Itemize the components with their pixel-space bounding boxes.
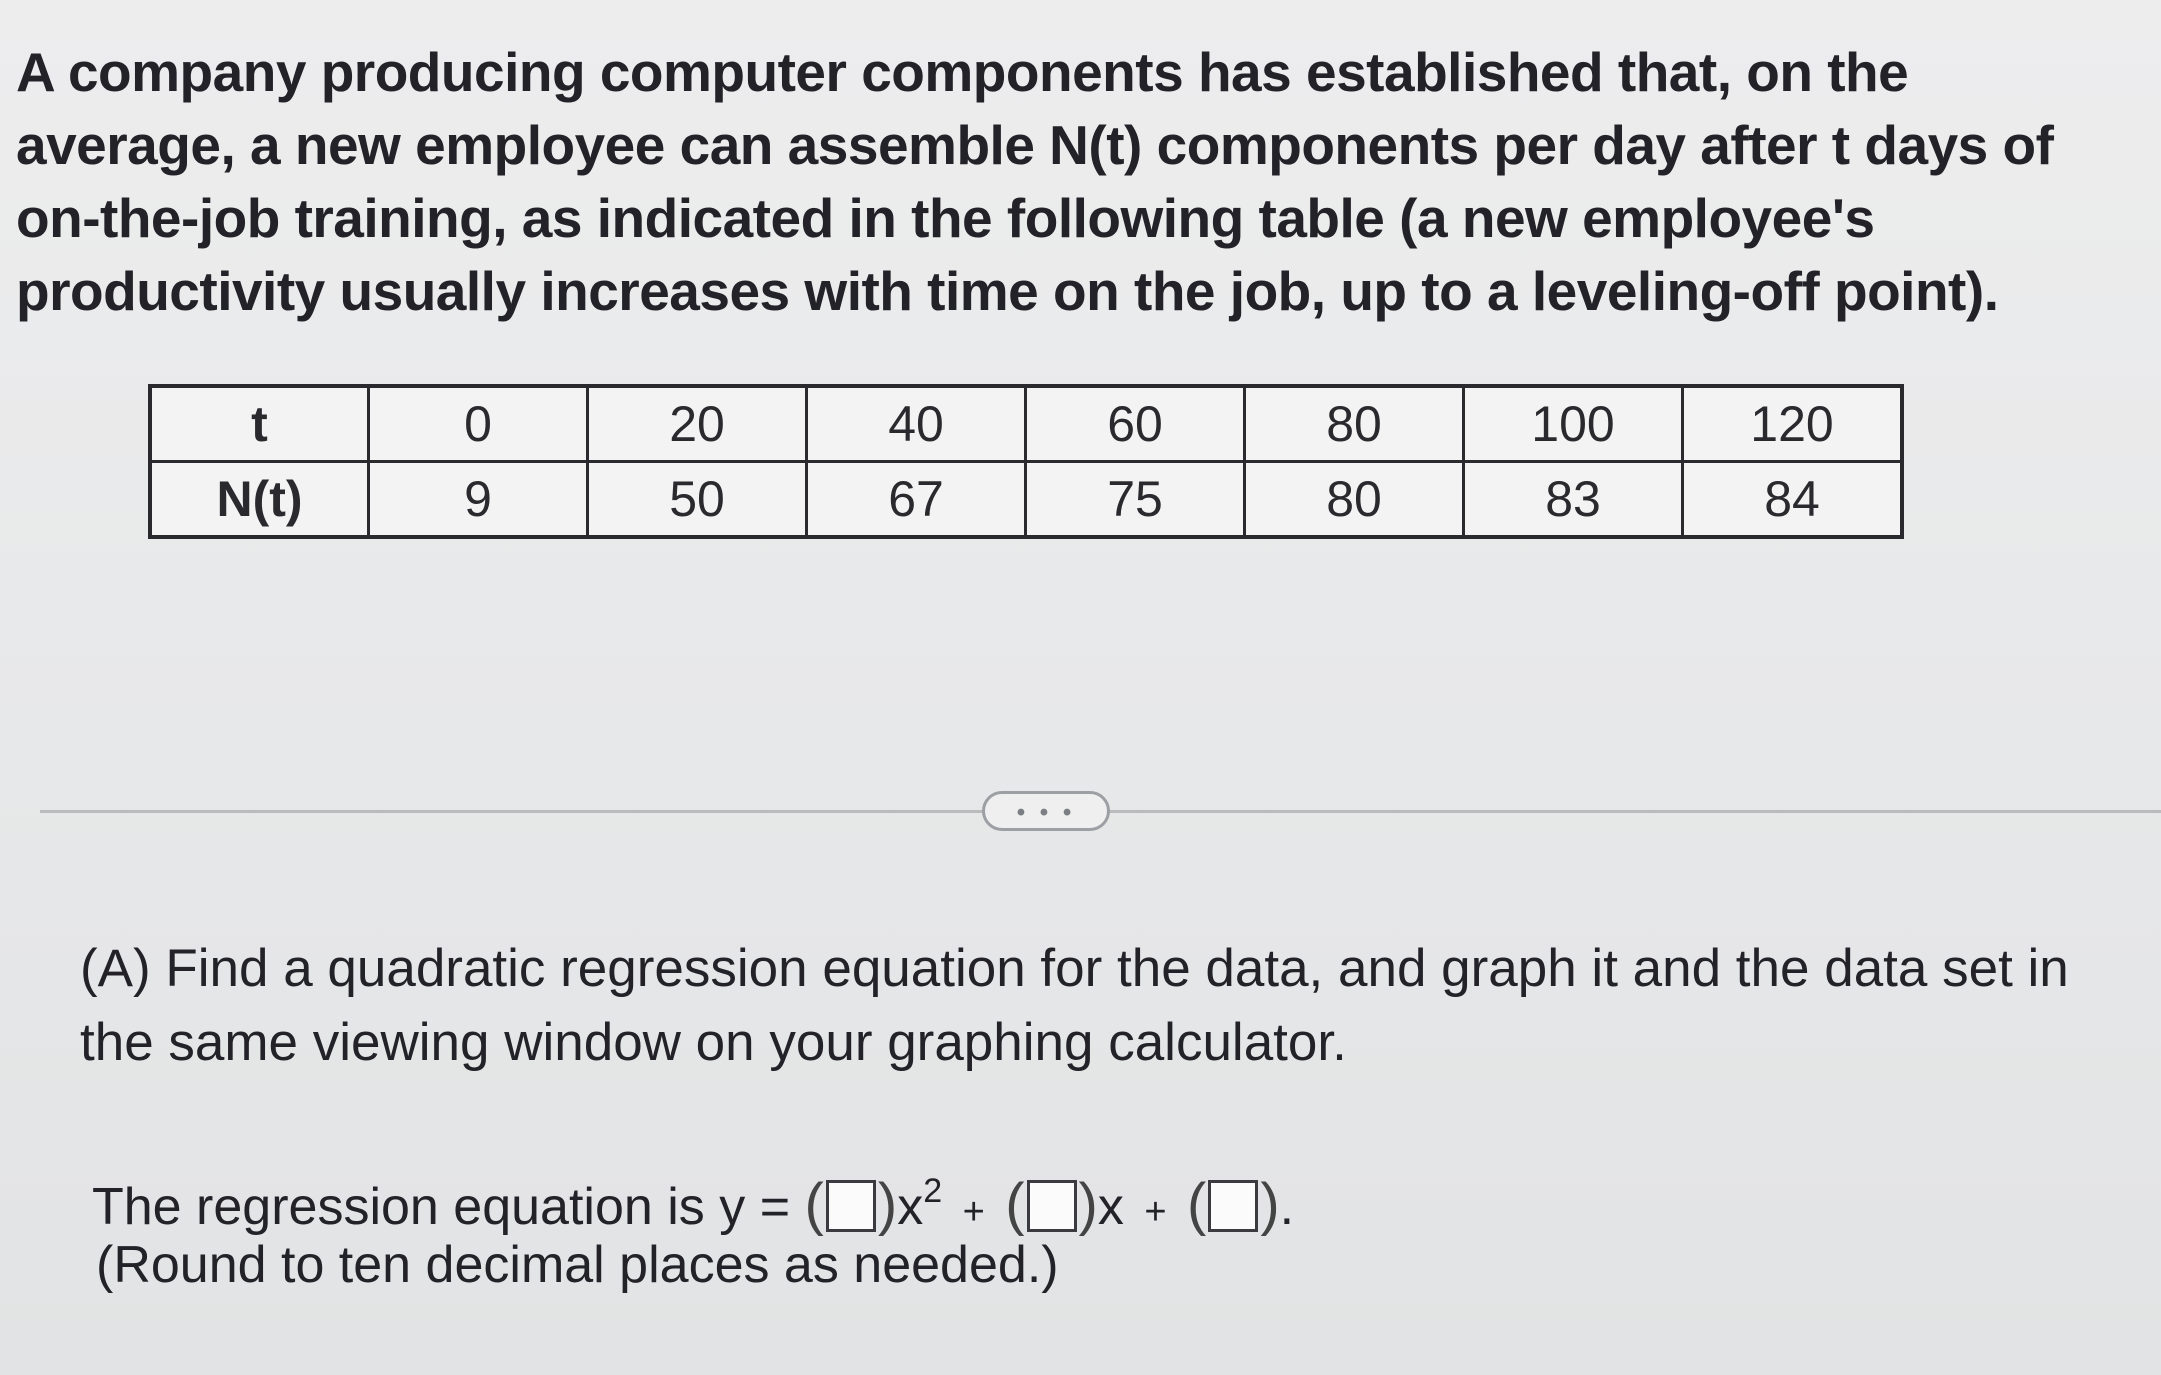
open-paren: ( (1186, 1172, 1207, 1237)
table-cell: 84 (1683, 462, 1903, 538)
x-term: x (1097, 1178, 1124, 1236)
coefficient-a-input[interactable] (826, 1180, 876, 1232)
rounding-note: (Round to ten decimal places as needed.) (96, 1236, 1059, 1294)
plus-sign: + (1144, 1191, 1167, 1233)
table-cell: 75 (1026, 462, 1245, 538)
table-row-t (150, 386, 1902, 462)
table-header-t: t (150, 386, 369, 462)
open-paren: ( (804, 1172, 824, 1237)
table-cell: 83 (1464, 462, 1683, 538)
table-cell: 60 (1026, 386, 1245, 462)
x-squared-term: x (897, 1178, 924, 1236)
plus-sign: + (962, 1191, 985, 1233)
table-cell: 120 (1683, 386, 1903, 462)
table-cell: 50 (588, 462, 807, 538)
part-a-instructions: (A) Find a quadratic regression equation for the data, and graph it and the data set in the same viewing window on your graphing calculator. (80, 939, 2069, 1072)
table-cell: 40 (807, 386, 1026, 462)
equation-period: . (1279, 1178, 1295, 1236)
table-cell: 9 (369, 462, 588, 538)
table-cell: 20 (588, 386, 807, 462)
coefficient-b-input[interactable] (1027, 1180, 1077, 1232)
equation-prefix: The regression equation is y = (92, 1178, 791, 1236)
table-cell: 67 (807, 462, 1026, 538)
data-table (148, 384, 1904, 539)
close-paren: ) (1260, 1172, 1280, 1237)
table-cell: 0 (369, 386, 588, 462)
open-paren: ( (1005, 1172, 1025, 1237)
close-paren: ) (877, 1172, 898, 1237)
exponent: 2 (923, 1172, 943, 1210)
table-row-n (150, 462, 1902, 538)
close-paren: ) (1078, 1172, 1098, 1237)
table-cell: 80 (1245, 386, 1464, 462)
table-cell: 100 (1464, 386, 1683, 462)
table-cell: 80 (1245, 462, 1464, 538)
problem-statement: A company producing computer components has established that, on the average, a new employee can assemble N(t) components per day after t days of on-the-job training, as indicated in the following table (a new employee's productivity usually increases with time on the job, up to a leveling-off point). (16, 41, 2054, 322)
table-header-n: N(t) (150, 462, 369, 538)
more-options-button[interactable]: • • • (982, 791, 1110, 831)
coefficient-c-input[interactable] (1208, 1180, 1258, 1232)
